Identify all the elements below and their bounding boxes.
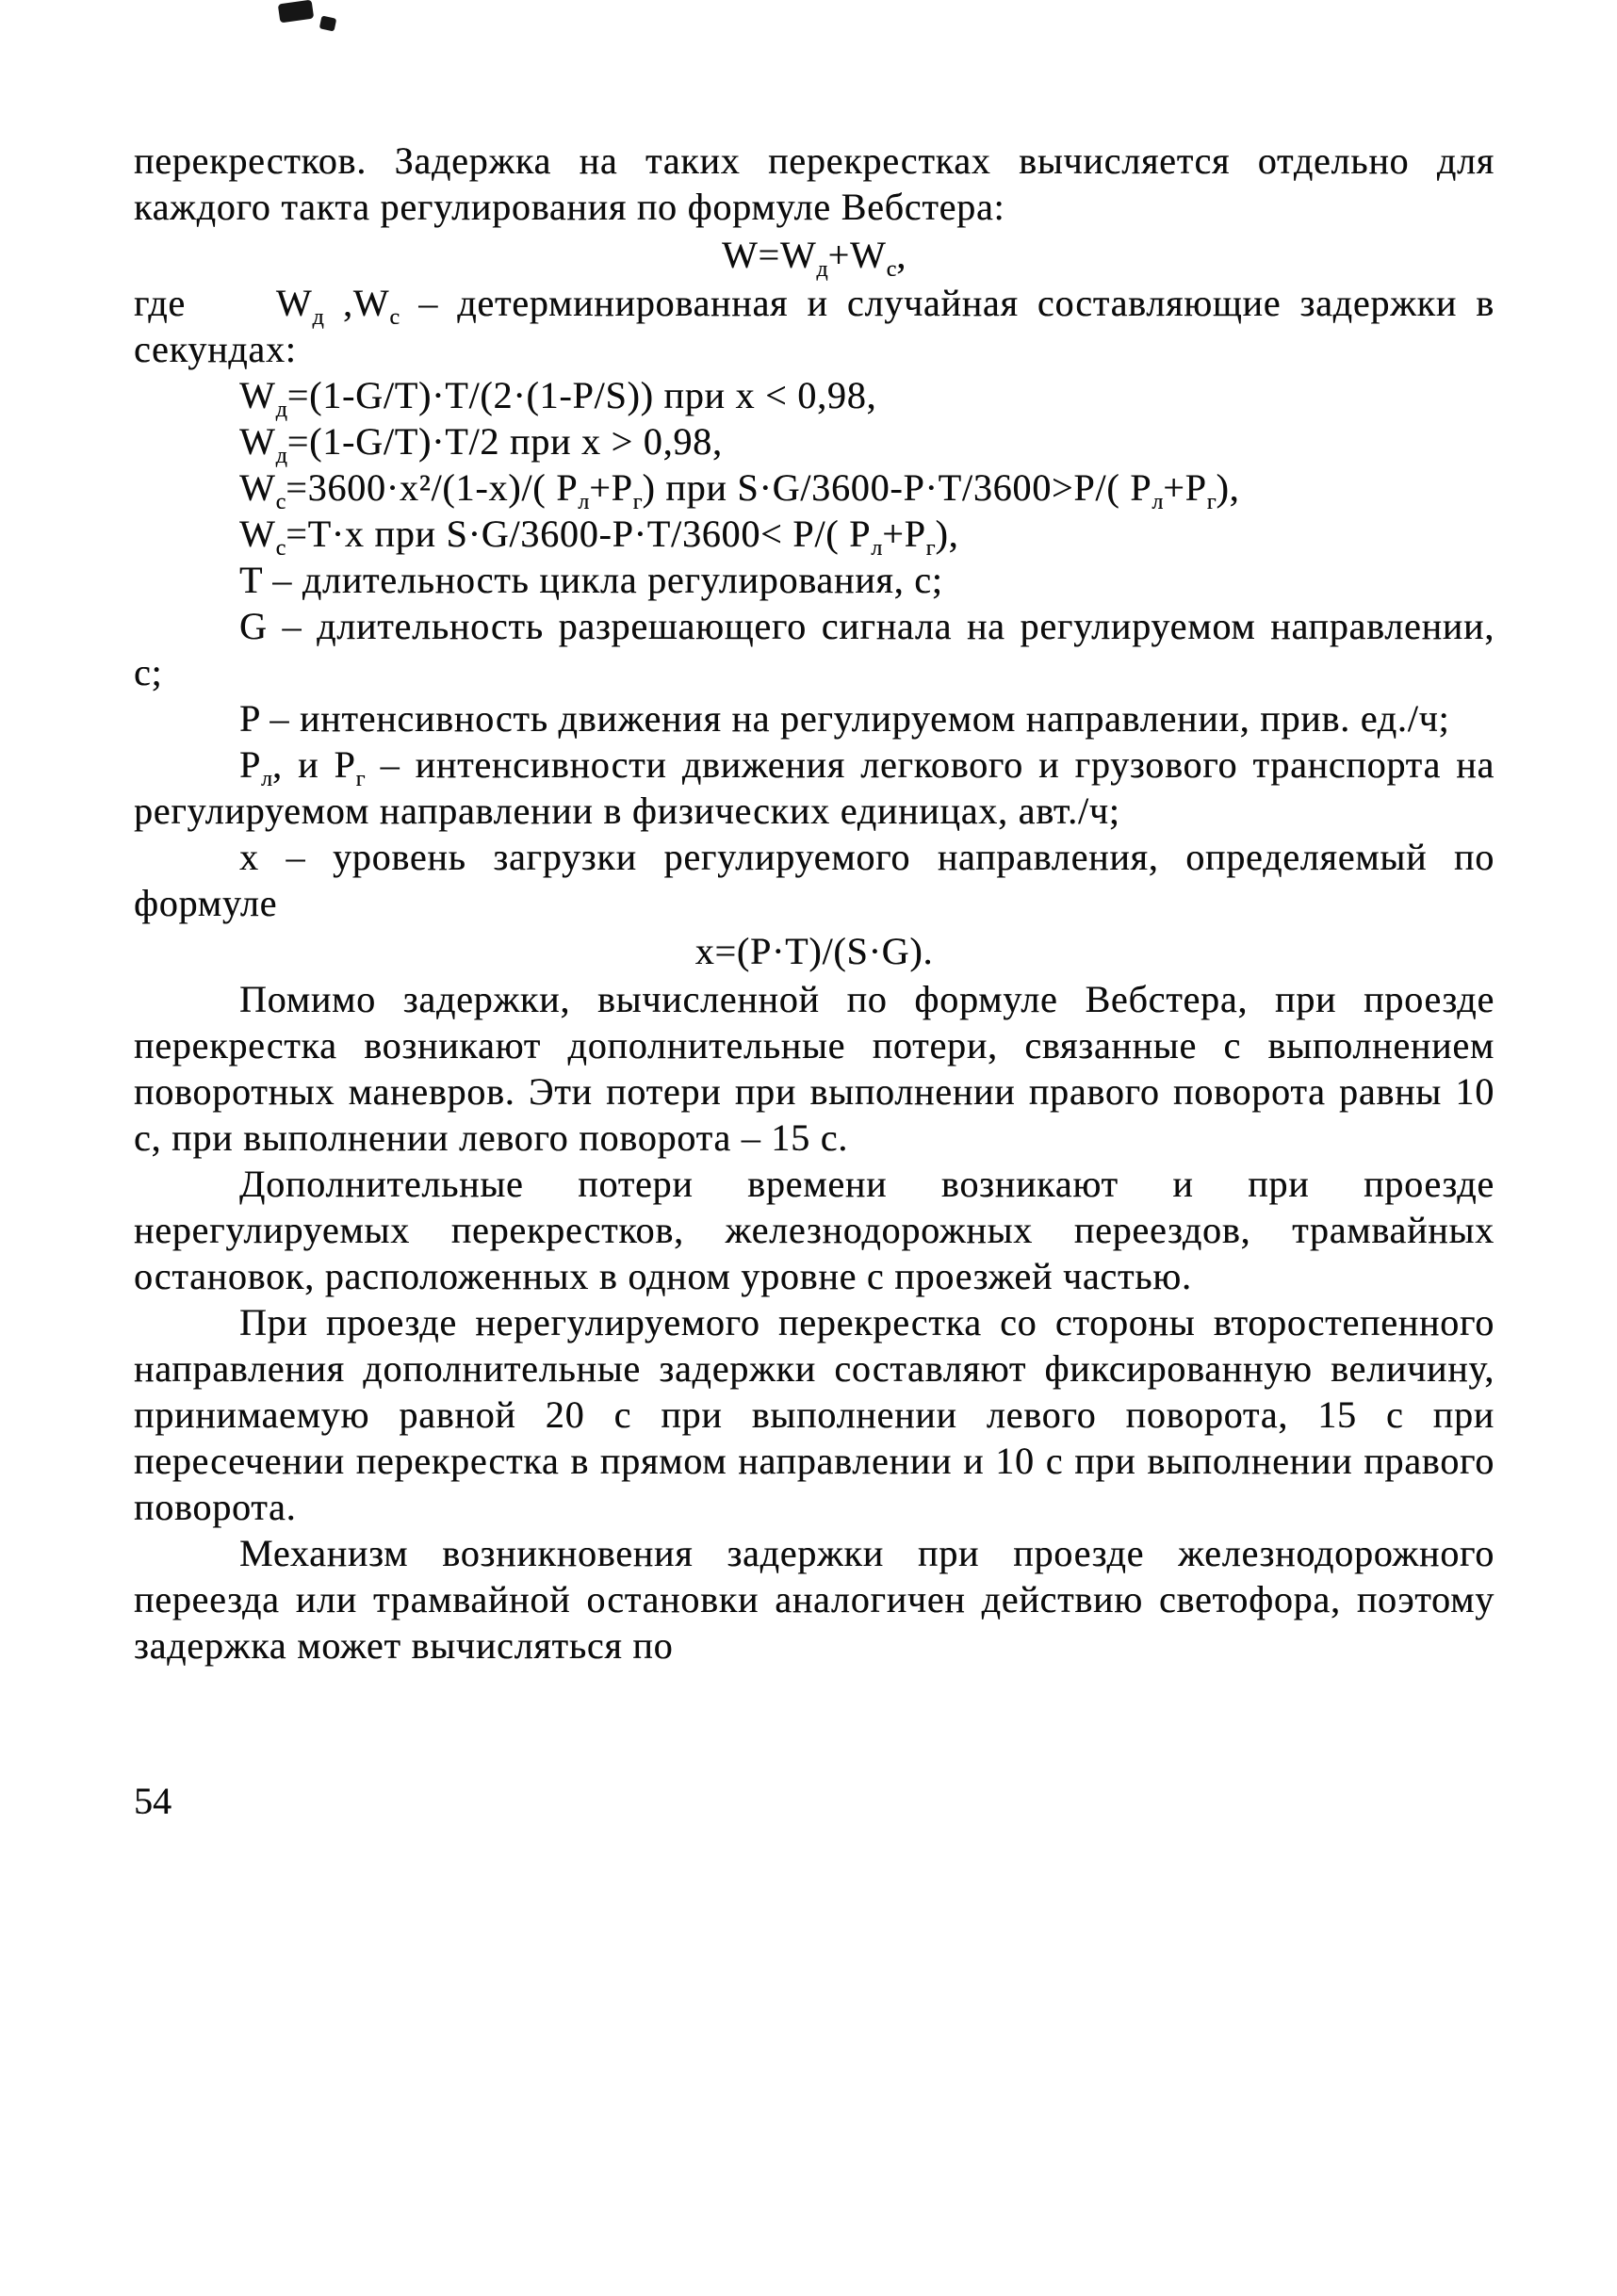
definition-G: G – длительность разрешающего сигнала на регулируемом направлении, с; <box>134 605 1494 693</box>
subscript: с <box>389 305 400 330</box>
where-label: где <box>134 282 186 324</box>
page-content <box>134 138 1494 1669</box>
formula-segment: , и P <box>272 743 356 786</box>
subscript: г <box>632 490 643 514</box>
subscript: д <box>312 305 324 330</box>
subscript: с <box>886 257 897 282</box>
formula-segment: ,W <box>323 282 390 324</box>
formula-segment: +P <box>882 513 926 555</box>
paragraph-turn-losses: Помимо задержки, вычисленной по формуле Вебстера, при проезде перекрестка возникают дополнительные потери, связанные с выполнением поворотных маневров. Эти потери при выполнении правого поворота равны 10 с, при выполнении левого поворота – 15 с. <box>134 978 1494 1159</box>
formula-wd-deterministic-1 <box>134 372 1494 422</box>
formula-segment: W <box>239 420 276 463</box>
subscript: д <box>275 398 287 422</box>
formula-segment: =3600·x²/(1-x)/( P <box>286 466 579 509</box>
subscript: л <box>1152 490 1164 514</box>
formula-webster <box>134 232 1494 282</box>
formula-wd-deterministic-2 <box>134 418 1494 468</box>
formula-segment: – детерминированная и случайная составляющие задержки в секундах: <box>134 282 1494 370</box>
formula-x-load: x=(P·T)/(S·G). <box>694 930 934 972</box>
formula-segment: =T·x при S·G/3600-P·T/3600< P/( P <box>286 513 872 555</box>
formula-segment: P <box>239 743 262 786</box>
formula-segment: +P <box>589 466 633 509</box>
where-clause <box>134 280 1494 372</box>
subscript: г <box>925 536 936 561</box>
formula-segment: W <box>239 466 276 509</box>
formula-segment: =(1-G/T)·T/(2·(1-P/S)) при x < 0,98, <box>286 374 877 416</box>
formula-segment: +P <box>1163 466 1207 509</box>
definition-Pl-Pg <box>134 741 1494 834</box>
definition-P: P – интенсивность движения на регулируемом направлении, прив. ед./ч; <box>239 697 1450 740</box>
formula-segment: ), <box>1216 466 1240 509</box>
subscript: д <box>816 257 828 282</box>
subscript: с <box>275 490 286 514</box>
formula-segment: W <box>239 374 276 416</box>
page-number: 54 <box>134 1780 172 1822</box>
formula-segment: +W <box>827 234 887 276</box>
subscript: л <box>871 536 883 561</box>
subscript: д <box>275 444 287 468</box>
intro-paragraph: перекрестков. Задержка на таких перекрестках вычисляется отдельно для каждого такта регулирования по формуле Вебстера: <box>134 139 1494 228</box>
subscript: г <box>1206 490 1217 514</box>
formula-wc-random-2 <box>134 511 1494 561</box>
paragraph-unregulated-intersection: При проезде нерегулируемого перекрестка со стороны второстепенного направления дополнительные задержки составляют фиксированную величину, принимаемую равной 20 с при выполнении левого поворота, 15 с при пересечении перекрестка в прямом направлении и 10 с при выполнении правого поворота. <box>134 1301 1494 1528</box>
formula-segment: W <box>275 282 313 324</box>
paragraph-railway-crossing: Механизм возникновения задержки при проезде железнодорожного переезда или трамвайной остановки аналогичен действию светофора, поэтому задержка может вычисляться по <box>134 1532 1494 1667</box>
scan-artifact <box>319 15 337 31</box>
formula-segment: – интенсивности движения легкового и грузового транспорта на регулируемом направлении в физических единицах, авт./ч; <box>134 743 1494 832</box>
formula-segment: W <box>239 513 276 555</box>
formula-segment: ) при S·G/3600-P·T/3600>P/( P <box>642 466 1152 509</box>
formula-segment: , <box>896 234 907 276</box>
scan-artifact <box>278 0 314 23</box>
paragraph-additional-losses: Дополнительные потери времени возникают и при проезде нерегулируемых перекрестков, железнодорожных переездов, трамвайных остановок, расположенных в одном уровне с проезжей частью. <box>134 1163 1494 1297</box>
definition-T: T – длительность цикла регулирования, с; <box>239 559 943 601</box>
formula-wc-random-1 <box>134 464 1494 514</box>
subscript: с <box>275 536 286 561</box>
definition-x: x – уровень загрузки регулируемого направления, определяемый по формуле <box>134 836 1494 924</box>
subscript: л <box>261 767 273 791</box>
formula-segment: =(1-G/T)·T/2 при x > 0,98, <box>286 420 723 463</box>
subscript: л <box>578 490 590 514</box>
formula-segment: W=W <box>721 234 817 276</box>
subscript: г <box>355 767 366 791</box>
formula-segment: ), <box>935 513 959 555</box>
